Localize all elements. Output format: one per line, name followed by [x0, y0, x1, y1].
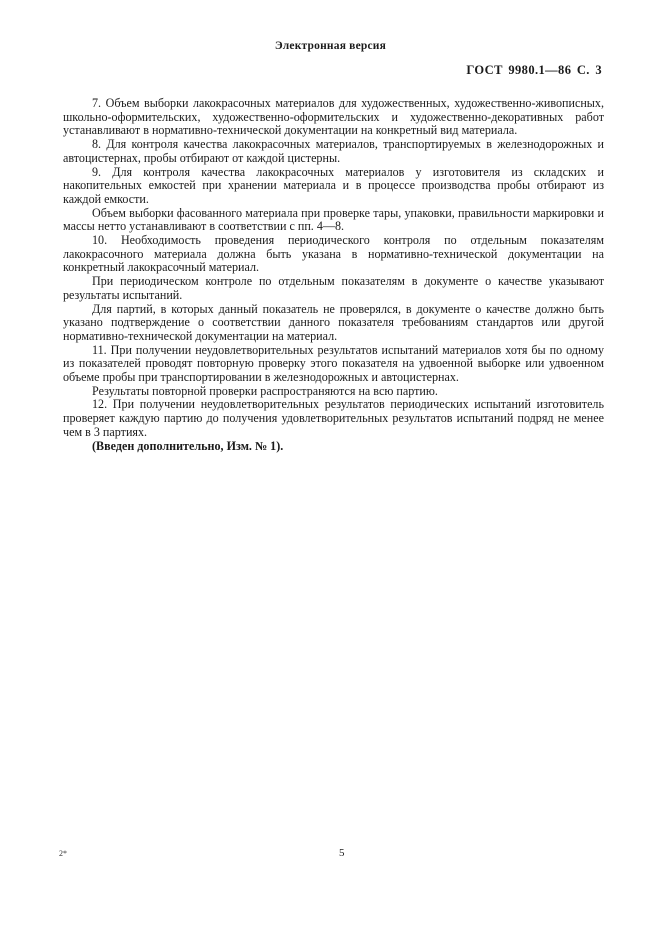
paragraph-12: 12. При получении неудовлетворительных результатов периодических испытаний изготовитель проверяет каждую партию до получения удовлетворительных результатов испытаний подряд не менее чем в 3 партиях.: [63, 397, 604, 439]
watermark-header: Электронная версия: [274, 40, 387, 52]
paragraph-11: 11. При получении неудовлетворительных результатов испытаний материалов хотя бы по одному из показателей проводят повторную проверку этого показателя на удвоенной выборке или удвоенном объеме пробы при транспортировании в железнодорожных и автоцистернах.: [63, 342, 604, 385]
paragraph-10: 10. Необходимость проведения периодического контроля по отдельным показателям лакокрасочного материала должна быть указана в нормативно-технической документации на конкретный лакокрасочный материал.: [63, 233, 604, 275]
amendment-note: (Введен дополнительно, Изм. № 1).: [92, 438, 284, 453]
paragraph-10b: Для партий, в которых данный показатель не проверялся, в документе о качестве должно быть указано подтверждение о соответствии данного показателя требованиям стандартов или другой нормативно-технической документации на материал.: [63, 301, 604, 343]
paragraph-7: 7. Объем выборки лакокрасочных материалов для художественных, художественно-живописных, школьно-оформительских, художественно-оформительских и художественно-декоративных работ устанавливают в нормативно-технической документации на конкретный вид материала.: [63, 96, 604, 138]
paragraph-10a: При периодическом контроле по отдельным показателям в документе о качестве указывают результаты испытаний.: [63, 274, 604, 302]
paragraph-8: 8. Для контроля качества лакокрасочных материалов, транспортируемых в железнодорожных и автоцистернах, пробы отбирают от каждой цистерны.: [63, 137, 604, 165]
printing-signature-mark: 2*: [59, 849, 67, 858]
page-number: 5: [339, 847, 345, 859]
document-body: [63, 97, 604, 453]
doc-code-header: ГОСТ 9980.1—86 С. 3: [466, 63, 602, 77]
paragraph-9a: Объем выборки фасованного материала при проверке тары, упаковки, правильности маркировки и массы нетто устанавливают в соответствии с пп. 4—8.: [63, 205, 604, 234]
paragraph-9: 9. Для контроля качества лакокрасочных материалов у изготовителя из складских и накопительных емкостей при хранении материала и в процессе производства пробы отбирают из каждой емкости.: [63, 164, 604, 206]
paragraph-11a: Результаты повторной проверки распространяются на всю партию.: [92, 383, 438, 398]
